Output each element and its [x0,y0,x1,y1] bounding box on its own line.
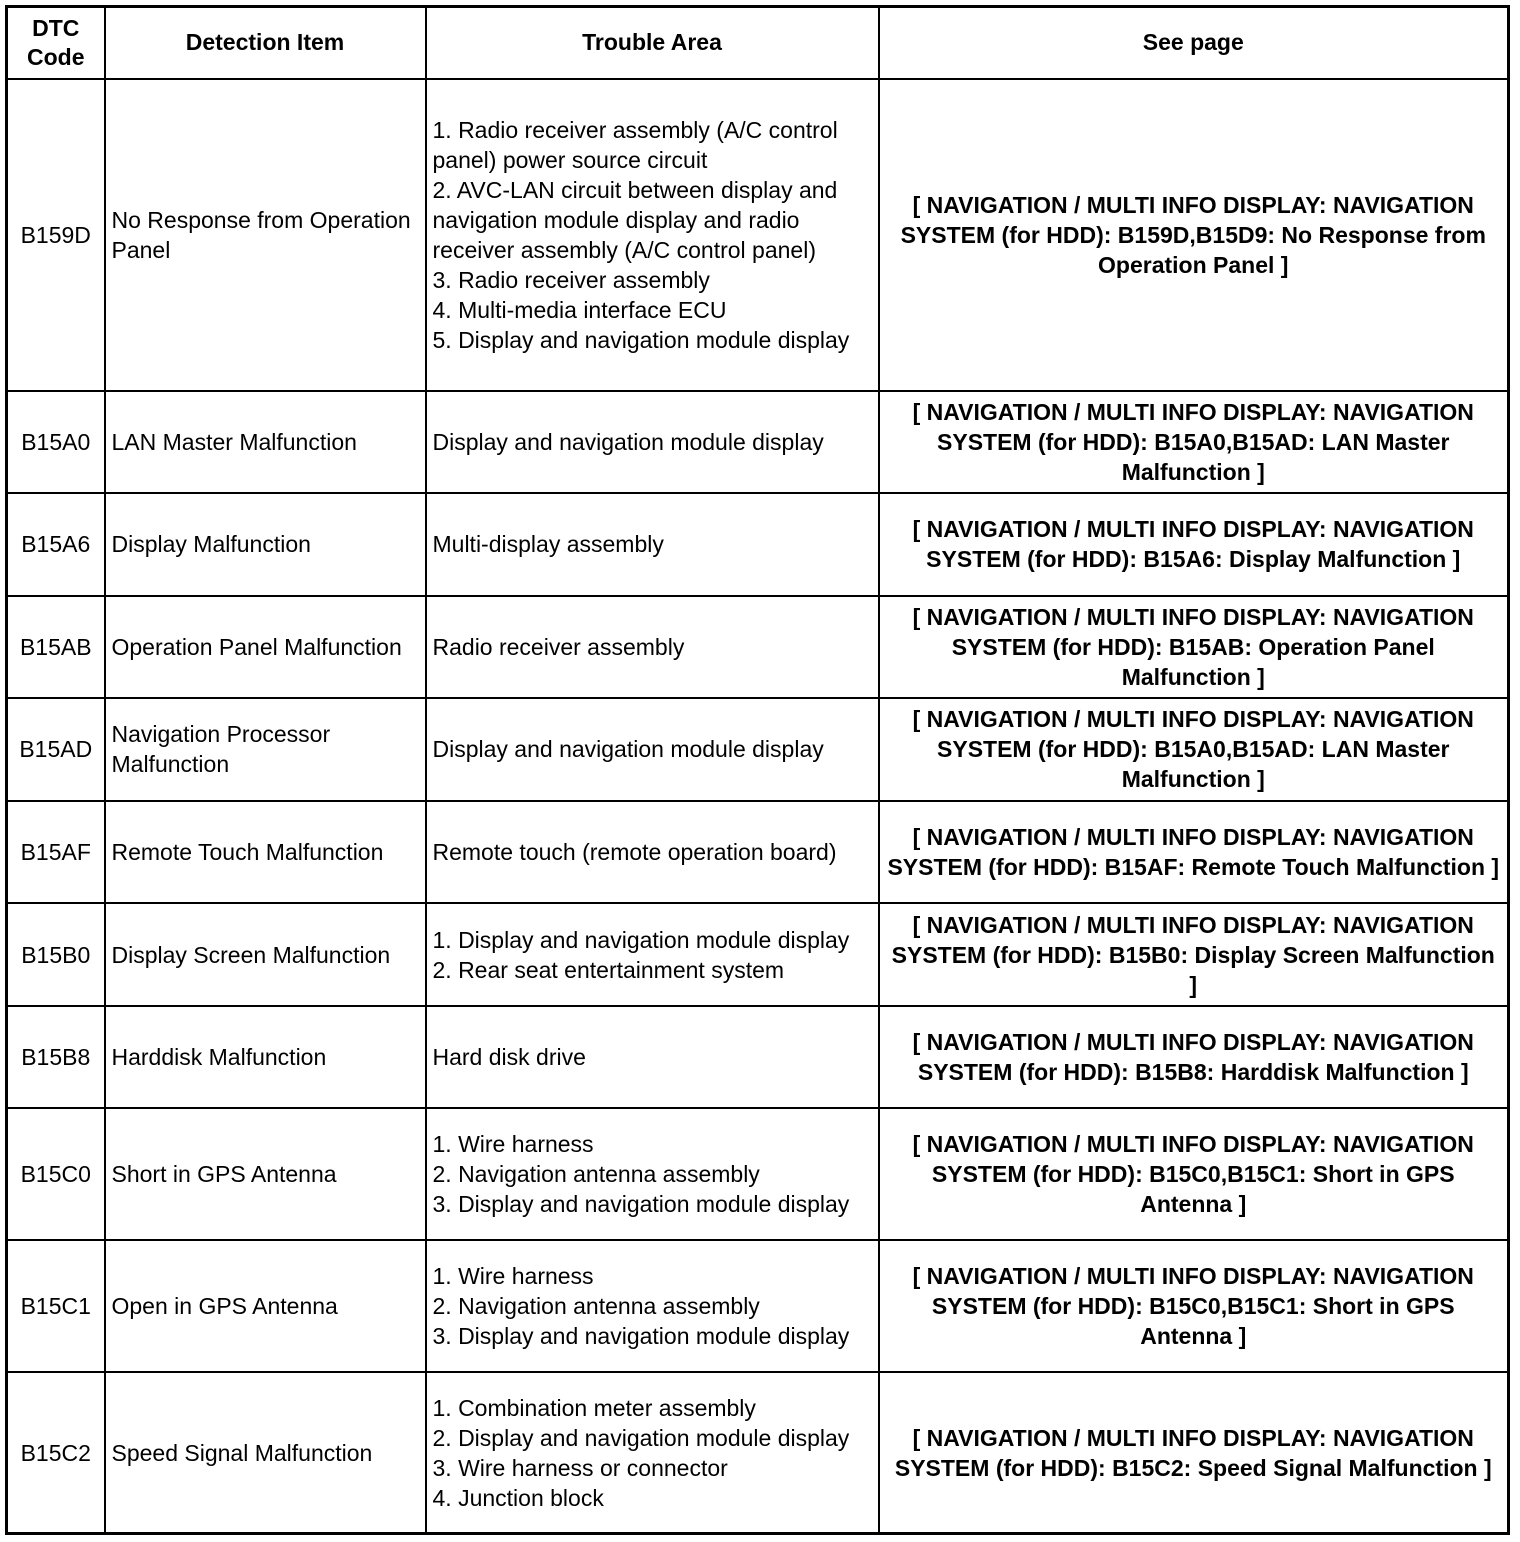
detection-item-cell: Remote Touch Malfunction [105,801,426,903]
trouble-area-cell [426,903,879,1006]
trouble-area-line: 2. Display and navigation module display [432,1424,850,1451]
trouble-area-line: 4. Multi-media interface ECU [432,296,727,323]
trouble-area-cell [426,801,879,903]
dtc-code-cell: B15B0 [7,903,105,1006]
trouble-area-line: Display and navigation module display [432,428,824,455]
dtc-table [5,5,1510,1535]
header-dtc-code: DTC Code [7,7,105,79]
trouble-area-line: 3. Display and navigation module display [432,1191,850,1218]
table-row [7,391,1509,493]
table-row [7,903,1509,1006]
trouble-area-cell [426,1006,879,1108]
dtc-code-cell: B15B8 [7,1006,105,1108]
see-page-link[interactable]: [ NAVIGATION / MULTI INFO DISPLAY: NAVIGATION SYSTEM (for HDD): B159D,B15D9: No Response from Operation Panel ] [879,79,1509,391]
table-row [7,1108,1509,1240]
table-row [7,801,1509,903]
trouble-area-cell [426,596,879,698]
trouble-area-line: 1. Combination meter assembly [432,1394,756,1421]
see-page-link[interactable]: [ NAVIGATION / MULTI INFO DISPLAY: NAVIGATION SYSTEM (for HDD): B15B8: Harddisk Malfunction ] [879,1006,1509,1108]
trouble-area-line: 1. Display and navigation module display [432,926,850,953]
see-page-link[interactable]: [ NAVIGATION / MULTI INFO DISPLAY: NAVIGATION SYSTEM (for HDD): B15A6: Display Malfunction ] [879,493,1509,596]
header-row [7,7,1509,79]
dtc-code-cell: B15AB [7,596,105,698]
detection-item-cell: Navigation Processor Malfunction [105,698,426,801]
detection-item-cell: Short in GPS Antenna [105,1108,426,1240]
trouble-area-cell [426,698,879,801]
trouble-area-line: Display and navigation module display [432,736,824,763]
header-trouble-area: Trouble Area [426,7,879,79]
trouble-area-line: 5. Display and navigation module display [432,326,850,353]
table-row [7,596,1509,698]
trouble-area-line: 3. Wire harness or connector [432,1454,728,1481]
dtc-code-cell: B15A0 [7,391,105,493]
header-detection-item: Detection Item [105,7,426,79]
trouble-area-cell [426,79,879,391]
see-page-link[interactable]: [ NAVIGATION / MULTI INFO DISPLAY: NAVIGATION SYSTEM (for HDD): B15AB: Operation Panel Malfunction ] [879,596,1509,698]
table-row [7,493,1509,596]
table-row [7,79,1509,391]
see-page-link[interactable]: [ NAVIGATION / MULTI INFO DISPLAY: NAVIGATION SYSTEM (for HDD): B15A0,B15AD: LAN Master Malfunction ] [879,698,1509,801]
detection-item-cell: Open in GPS Antenna [105,1240,426,1372]
trouble-area-line: 1. Wire harness [432,1263,594,1290]
trouble-area-line: 1. Radio receiver assembly (A/C control panel) power source circuit [432,116,838,173]
dtc-code-cell: B15C1 [7,1240,105,1372]
detection-item-cell: LAN Master Malfunction [105,391,426,493]
trouble-area-line: 2. AVC-LAN circuit between display and navigation module display and radio receiver assembly (A/C control panel) [432,176,838,263]
header-see-page: See page [879,7,1509,79]
detection-item-cell: Display Malfunction [105,493,426,596]
trouble-area-line: 3. Display and navigation module display [432,1323,850,1350]
detection-item-cell: Display Screen Malfunction [105,903,426,1006]
table-row [7,1372,1509,1533]
trouble-area-cell [426,493,879,596]
trouble-area-cell [426,1240,879,1372]
trouble-area-line: 3. Radio receiver assembly [432,266,710,293]
dtc-code-cell: B15AD [7,698,105,801]
see-page-link[interactable]: [ NAVIGATION / MULTI INFO DISPLAY: NAVIGATION SYSTEM (for HDD): B15C0,B15C1: Short in GPS Antenna ] [879,1108,1509,1240]
dtc-code-cell: B15C0 [7,1108,105,1240]
table-row [7,1240,1509,1372]
trouble-area-line: 2. Navigation antenna assembly [432,1293,760,1320]
trouble-area-cell [426,1108,879,1240]
trouble-area-cell [426,1372,879,1533]
table-row [7,698,1509,801]
detection-item-cell: No Response from Operation Panel [105,79,426,391]
trouble-area-line: 2. Rear seat entertainment system [432,956,785,983]
trouble-area-line: Hard disk drive [432,1044,586,1071]
table-body [7,79,1509,1534]
trouble-area-line: Remote touch (remote operation board) [432,838,837,865]
trouble-area-line: 1. Wire harness [432,1131,594,1158]
dtc-code-cell: B159D [7,79,105,391]
dtc-code-cell: B15C2 [7,1372,105,1533]
see-page-link[interactable]: [ NAVIGATION / MULTI INFO DISPLAY: NAVIGATION SYSTEM (for HDD): B15C0,B15C1: Short in GPS Antenna ] [879,1240,1509,1372]
detection-item-cell: Speed Signal Malfunction [105,1372,426,1533]
see-page-link[interactable]: [ NAVIGATION / MULTI INFO DISPLAY: NAVIGATION SYSTEM (for HDD): B15A0,B15AD: LAN Master Malfunction ] [879,391,1509,493]
trouble-area-cell [426,391,879,493]
dtc-code-cell: B15A6 [7,493,105,596]
see-page-link[interactable]: [ NAVIGATION / MULTI INFO DISPLAY: NAVIGATION SYSTEM (for HDD): B15C2: Speed Signal Malfunction ] [879,1372,1509,1533]
detection-item-cell: Harddisk Malfunction [105,1006,426,1108]
trouble-area-line: Multi-display assembly [432,531,664,558]
trouble-area-line: 4. Junction block [432,1484,604,1511]
trouble-area-line: Radio receiver assembly [432,633,685,660]
trouble-area-line: 2. Navigation antenna assembly [432,1161,760,1188]
see-page-link[interactable]: [ NAVIGATION / MULTI INFO DISPLAY: NAVIGATION SYSTEM (for HDD): B15AF: Remote Touch Malfunction ] [879,801,1509,903]
table-row [7,1006,1509,1108]
detection-item-cell: Operation Panel Malfunction [105,596,426,698]
see-page-link[interactable]: [ NAVIGATION / MULTI INFO DISPLAY: NAVIGATION SYSTEM (for HDD): B15B0: Display Screen Malfunction ] [879,903,1509,1006]
dtc-code-cell: B15AF [7,801,105,903]
